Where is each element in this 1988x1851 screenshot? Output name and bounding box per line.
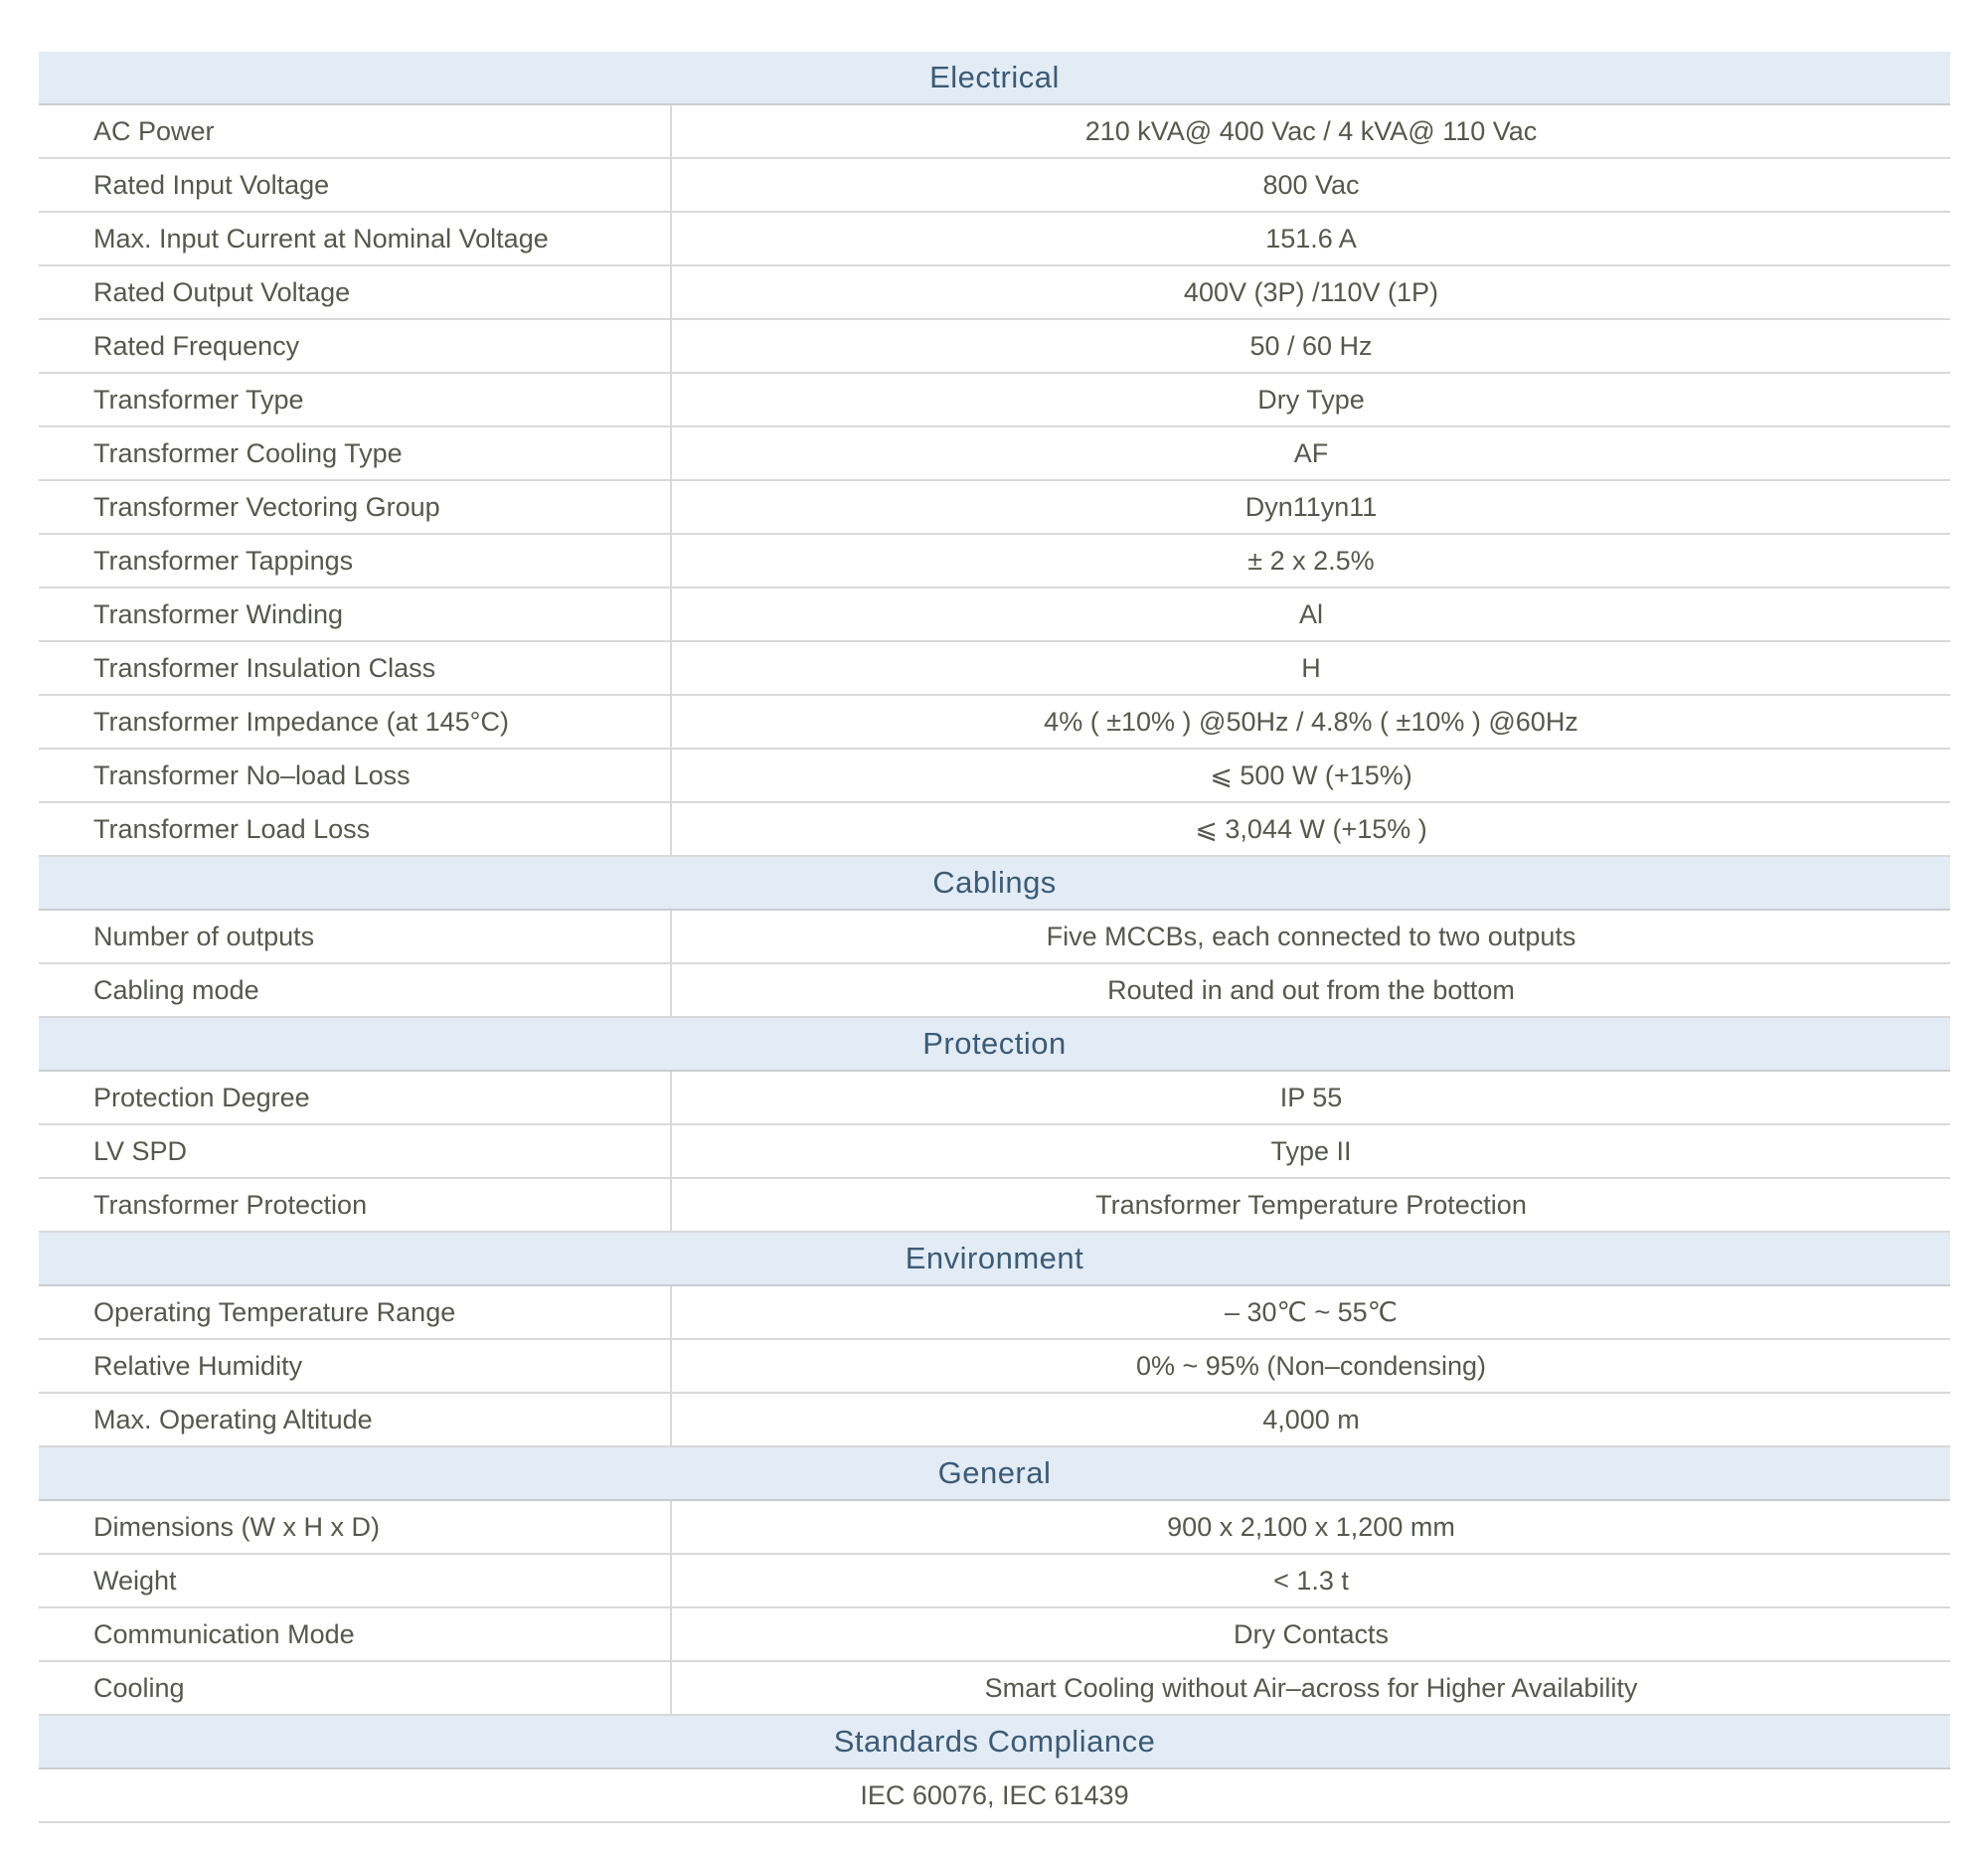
spec-row-label: Transformer Tappings xyxy=(39,535,672,587)
spec-row-value: IEC 60076, IEC 61439 xyxy=(860,1779,1129,1810)
section-header-title: Environment xyxy=(39,1233,1950,1286)
spec-row-label: Max. Operating Altitude xyxy=(39,1394,672,1445)
spec-row xyxy=(39,803,1950,857)
spec-row-value: 50 / 60 Hz xyxy=(1249,330,1373,361)
spec-row xyxy=(39,213,1950,266)
spec-row-label: Cabling mode xyxy=(39,964,672,1016)
spec-row-label: Transformer Insulation Class xyxy=(39,642,672,694)
spec-section xyxy=(39,1233,1950,1447)
spec-row xyxy=(39,750,1950,803)
spec-row-label: LV SPD xyxy=(39,1125,672,1177)
spec-row xyxy=(39,159,1950,213)
spec-row-label: Max. Input Current at Nominal Voltage xyxy=(39,213,672,264)
spec-row xyxy=(39,911,1950,964)
spec-row-label: Rated Frequency xyxy=(39,320,672,372)
spec-row-value: Al xyxy=(1298,598,1323,629)
spec-row-value: Routed in and out from the bottom xyxy=(1107,974,1515,1005)
spec-row xyxy=(39,105,1950,159)
spec-row-value: 900 x 2,100 x 1,200 mm xyxy=(1167,1511,1455,1542)
spec-row xyxy=(39,374,1950,427)
spec-row-label: Weight xyxy=(39,1555,672,1606)
spec-row-label: Number of outputs xyxy=(39,911,672,962)
spec-row-value: – 30℃ ~ 55℃ xyxy=(1225,1296,1398,1327)
spec-row-value: ⩽ 500 W (+15%) xyxy=(1210,759,1412,790)
spec-row-value: Dry Type xyxy=(1257,384,1365,415)
spec-row-label: Transformer Impedance (at 145°C) xyxy=(39,696,672,748)
spec-section xyxy=(39,1447,1950,1716)
spec-row xyxy=(39,589,1950,642)
spec-row-label: AC Power xyxy=(39,105,672,157)
spec-row-label: Transformer Type xyxy=(39,374,672,425)
section-header-title: Cablings xyxy=(39,857,1950,911)
spec-row xyxy=(39,1125,1950,1179)
spec-row xyxy=(39,481,1950,535)
spec-table xyxy=(39,52,1950,1823)
spec-row-label: Communication Mode xyxy=(39,1608,672,1660)
spec-row-value: 210 kVA@ 400 Vac / 4 kVA@ 110 Vac xyxy=(1084,115,1538,146)
spec-section xyxy=(39,52,1950,857)
spec-row-label: Dimensions (W x H x D) xyxy=(39,1501,672,1553)
spec-row-label: Rated Output Voltage xyxy=(39,266,672,318)
spec-row-full-width xyxy=(39,1769,1950,1823)
spec-row xyxy=(39,427,1950,481)
spec-row-value: Smart Cooling without Air–across for Higher Availability xyxy=(984,1672,1638,1703)
spec-section xyxy=(39,857,1950,1018)
spec-row-value: 0% ~ 95% (Non–condensing) xyxy=(1136,1350,1486,1381)
spec-row-label: Relative Humidity xyxy=(39,1340,672,1392)
spec-row-value: 4% ( ±10% ) @50Hz / 4.8% ( ±10% ) @60Hz xyxy=(1044,706,1578,737)
spec-row-value: 151.6 A xyxy=(1265,223,1357,253)
spec-row-value: 400V (3P) /110V (1P) xyxy=(1183,276,1439,307)
spec-row xyxy=(39,320,1950,374)
spec-row-value: Type II xyxy=(1270,1135,1352,1166)
spec-row xyxy=(39,535,1950,589)
spec-row-value: H xyxy=(1301,652,1321,683)
spec-row-value: Dyn11yn11 xyxy=(1244,491,1378,522)
spec-row-label: Transformer Vectoring Group xyxy=(39,481,672,533)
spec-row-value: AF xyxy=(1293,437,1329,468)
spec-row-label: Protection Degree xyxy=(39,1072,672,1123)
spec-row-label: Transformer Load Loss xyxy=(39,803,672,855)
spec-row-value: ± 2 x 2.5% xyxy=(1247,545,1375,576)
spec-row xyxy=(39,1072,1950,1125)
spec-row xyxy=(39,696,1950,750)
spec-row-label: Operating Temperature Range xyxy=(39,1286,672,1338)
section-header-title: General xyxy=(39,1447,1950,1501)
spec-row-label: Cooling xyxy=(39,1662,672,1714)
spec-row-label: Transformer Cooling Type xyxy=(39,427,672,479)
spec-row xyxy=(39,1501,1950,1555)
spec-row-value: 4,000 m xyxy=(1262,1404,1360,1434)
spec-row-value: < 1.3 t xyxy=(1273,1565,1349,1596)
spec-row xyxy=(39,1286,1950,1340)
spec-row-value: Transformer Temperature Protection xyxy=(1095,1189,1527,1220)
spec-row-label: Transformer No–load Loss xyxy=(39,750,672,801)
spec-row xyxy=(39,1555,1950,1608)
spec-row-label: Rated Input Voltage xyxy=(39,159,672,211)
spec-row xyxy=(39,266,1950,320)
spec-row xyxy=(39,1608,1950,1662)
section-header-title: Electrical xyxy=(39,52,1950,105)
section-header-title: Protection xyxy=(39,1018,1950,1072)
spec-row-value: 800 Vac xyxy=(1262,169,1360,200)
spec-section xyxy=(39,1018,1950,1233)
spec-row xyxy=(39,1662,1950,1716)
spec-section xyxy=(39,1716,1950,1823)
spec-row-label: Transformer Winding xyxy=(39,589,672,640)
spec-row xyxy=(39,642,1950,696)
spec-row-value: Dry Contacts xyxy=(1233,1618,1390,1649)
spec-row xyxy=(39,964,1950,1018)
spec-row-value: Five MCCBs, each connected to two outputs xyxy=(1046,921,1576,951)
spec-row xyxy=(39,1179,1950,1233)
spec-row-label: Transformer Protection xyxy=(39,1179,672,1231)
spec-row xyxy=(39,1340,1950,1394)
spec-row-value: IP 55 xyxy=(1279,1082,1343,1112)
section-header-title: Standards Compliance xyxy=(39,1716,1950,1769)
spec-row xyxy=(39,1394,1950,1447)
spec-row-value: ⩽ 3,044 W (+15% ) xyxy=(1195,813,1427,844)
